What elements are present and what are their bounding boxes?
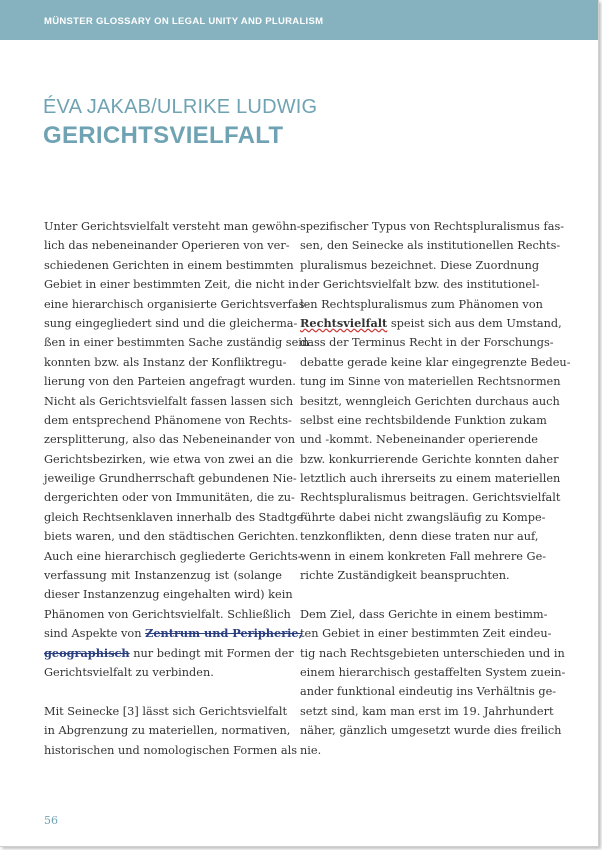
page-number: 56 [44, 814, 58, 827]
text-line: führte dabei nicht zwangsläufig zu Kompe- [300, 510, 546, 524]
text-line: len Rechtspluralismus zum Phänomen von [300, 297, 543, 311]
text-line: pluralismus bezeichnet. Diese Zuordnung [300, 258, 540, 272]
text-line: einem hierarchisch gestaffelten System zuein- [300, 665, 566, 679]
text-line: Unter Gerichtsvielfalt versteht man gewöhn- [44, 220, 301, 233]
text-line: ten Gebiet in einer bestimmten Zeit eindeu- [300, 627, 552, 641]
text-line: tig nach Rechtsgebieten unterschieden und in [300, 646, 565, 660]
text-line: dass der Terminus Recht in der Forschungs- [300, 336, 554, 350]
text-line: konnten bzw. als Instanz der Konfliktregu- [44, 355, 287, 369]
text-line: debatte gerade keine klar eingegrenzte Bedeu- [300, 355, 571, 369]
paragraph-3 [300, 605, 566, 760]
header-banner [0, 0, 598, 40]
text-line: geographisch nur bedingt mit Formen der [44, 645, 294, 660]
paragraph-continuation [300, 217, 565, 314]
text-line: dem entsprechend Phänomene von Rechts- [44, 413, 292, 427]
text-line: tung im Sinne von materiellen Rechtsnormen [300, 375, 561, 389]
right-column [300, 217, 571, 760]
text-line: Auch eine hierarchisch gegliederte Gerichts- [44, 549, 302, 563]
text-line: dieser Instanzenzug eingehalten wird) kein [44, 588, 293, 602]
text-line: besitzt, wenngleich Gerichten durchaus auch [300, 394, 560, 408]
text-line: nie. [300, 743, 322, 757]
text-line: dergerichten oder von Immunitäten, die zu- [44, 491, 295, 505]
text-line: Gebiet in einer bestimmten Zeit, die nicht in [44, 278, 299, 292]
paragraph-1 [44, 217, 310, 624]
text-line: jeweilige Grundherrschaft gebundenen Nie- [44, 472, 297, 486]
text-line: historischen und nomologischen Formen als [44, 743, 297, 757]
text-line: eine hierarchisch organisierte Gerichtsverfas- [44, 297, 309, 311]
paragraph-2 [44, 702, 297, 760]
text-line: Nicht als Gerichtsvielfalt fassen lassen sich [44, 394, 294, 408]
text-line: gleich Rechtsenklaven innerhalb des Stadtge- [44, 510, 308, 524]
text-line: Phänomen von Gerichtsvielfalt. Schließlich [44, 607, 291, 621]
text-line: lich das nebeneinander Operieren von ver- [44, 239, 290, 253]
left-column [44, 217, 310, 760]
strikethrough-text: Zentrum und Peripherie, [145, 626, 303, 641]
text-line: sung eingegliedert sind und die gleicherma- [44, 316, 298, 330]
text-line: Mit Seinecke [3] lässt sich Gerichtsvielfalt [44, 704, 288, 718]
text-line: Dem Ziel, dass Gerichte in einem bestimm- [300, 607, 548, 621]
strikethrough-text: geographisch [44, 645, 130, 660]
text-line: richte Zuständigkeit beanspruchten. [300, 569, 510, 583]
text-line: und -kommt. Nebeneinander operierende [300, 433, 538, 447]
text-line: Gerichtsbezirken, wie etwa von zwei an die [44, 452, 294, 466]
paragraph-continuation-rest [300, 333, 571, 585]
text-line: sind Aspekte von Zentrum und Peripherie, [44, 626, 303, 641]
text-line: näher, gänzlich umgesetzt wurde dies freilich [300, 724, 562, 738]
text-line: Gerichtsvielfalt zu verbinden. [44, 665, 214, 679]
text-line: Rechtsvielfalt speist sich aus dem Umstand, [300, 315, 562, 330]
article-authors: ÉVA JAKAB/ULRIKE LUDWIG [43, 96, 318, 118]
text-line: selbst eine rechtsbildende Funktion zukam [300, 413, 547, 427]
text-line: schiedenen Gerichten in einem bestimmten [44, 258, 294, 272]
text-line: setzt sind, kam man erst im 19. Jahrhundert [300, 704, 554, 718]
article-title: GERICHTSVIELFALT [43, 122, 284, 149]
text-line: ander funktional eindeutig ins Verhältnis ge- [300, 685, 557, 699]
text-line: letztlich auch ihrerseits zu einem materiellen [300, 472, 561, 486]
spellcheck-marked-word: Rechtsvielfalt [300, 315, 388, 330]
series-title: MÜNSTER GLOSSARY ON LEGAL UNITY AND PLURALISM [44, 16, 324, 27]
text-line: ßen in einer bestimmten Sache zuständig sein [44, 336, 310, 350]
text-line: der Gerichtsvielfalt bzw. des institutionel- [300, 278, 540, 292]
text-line: bzw. konkurrierende Gerichte konnten daher [300, 452, 559, 466]
text-line: Rechtspluralismus beitragen. Gerichtsvielfalt [300, 491, 561, 505]
text-line: verfassung mit Instanzenzug ist (solange [44, 569, 282, 583]
text-line: wenn in einem konkreten Fall mehrere Ge- [300, 549, 547, 563]
text-line: spezifischer Typus von Rechtspluralismus fas- [300, 220, 565, 233]
text-line: zersplitterung, also das Nebeneinander von [44, 433, 296, 447]
text-line: in Abgrenzung zu materiellen, normativen, [44, 724, 291, 738]
text-line: biets waren, und den städtischen Gerichten. [44, 530, 299, 544]
text-line: lierung von den Parteien angefragt wurden. [44, 375, 296, 389]
text-line: tenzkonflikten, denn diese traten nur auf, [300, 530, 539, 544]
text-line: sen, den Seinecke als institutionellen Rechts- [300, 239, 561, 253]
